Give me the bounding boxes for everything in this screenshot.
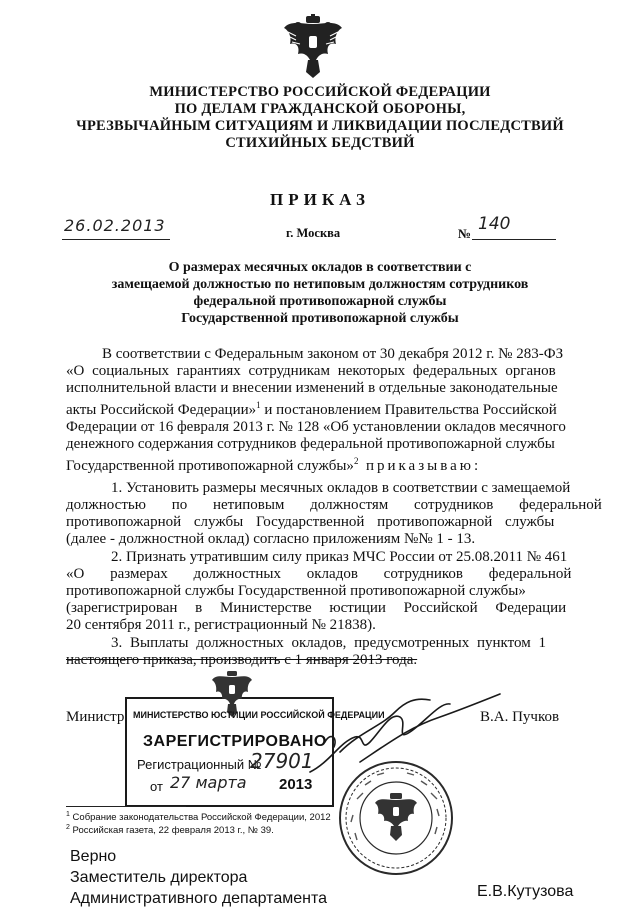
footnote-2 xyxy=(66,824,274,836)
certification-line-2: Заместитель директора xyxy=(70,869,248,886)
ministry-name xyxy=(60,84,580,152)
preamble-line: исполнительной власти и внесении изменений в отдельные законодательные xyxy=(66,380,558,396)
preamble-part: акты Российской Федерации» xyxy=(66,402,257,418)
item-1-line: (далее - должностной оклад) согласно приложениям №№ 1 - 13. xyxy=(66,531,476,547)
preamble-paragraph xyxy=(66,346,583,475)
order-title xyxy=(80,259,560,327)
item-3-line: 3. Выплаты должностных окладов, предусмотренных пунктом 1 xyxy=(111,635,546,651)
title-line: федеральной противопожарной службы xyxy=(193,294,447,309)
item-3 xyxy=(66,635,583,669)
item-2-line: 20 сентября 2011 г., регистрационный № 21838). xyxy=(66,617,376,633)
item-1-line: 1. Установить размеры месячных окладов в соответствии с замещаемой xyxy=(111,480,571,496)
footnote-mark: 2 xyxy=(353,456,359,466)
order-number-label: № xyxy=(458,226,472,241)
item-1-line: противопожарной службы Государственной противопожарной службы xyxy=(66,514,555,530)
preamble-line: «О социальных гарантиях сотрудникам некоторых федеральных органов xyxy=(66,363,556,379)
stamp-date-value: 27 марта xyxy=(170,773,247,792)
order-city: г. Москва xyxy=(286,226,341,240)
certifier-name: Е.В.Кутузова xyxy=(477,883,574,900)
stamp-year: 2013 xyxy=(279,776,313,793)
ministry-line: ПО ДЕЛАМ ГРАЖДАНСКОЙ ОБОРОНЫ, xyxy=(174,101,466,117)
title-line: О размерах месячных окладов в соответствии с xyxy=(168,260,472,275)
footnote-mark: 1 xyxy=(256,400,261,410)
item-1-line: должностью по нетиповым должностям сотрудников федеральной xyxy=(66,497,602,513)
order-date: 26.02.2013 xyxy=(64,216,166,235)
preamble-part: и постановлением Правительства Российской xyxy=(260,402,557,418)
stamp-registered: ЗАРЕГИСТРИРОВАНО xyxy=(143,733,327,750)
item-2 xyxy=(66,549,583,634)
title-line: Государственной противопожарной службы xyxy=(181,311,459,326)
footnote-2-text: Российская газета, 22 февраля 2013 г., № 39. xyxy=(72,825,274,837)
double-headed-eagle-emblem-icon xyxy=(282,14,344,80)
footnote-1-text: Собрание законодательства Российской Федерации, 2012 xyxy=(72,812,331,824)
item-2-line: 2. Признать утратившим силу приказ МЧС России от 25.08.2011 № 461 xyxy=(111,549,568,565)
order-verb: приказываю: xyxy=(365,458,482,474)
footnote-divider xyxy=(66,806,186,807)
ministry-line: СТИХИЙНЫХ БЕДСТВИЙ xyxy=(225,135,415,151)
footnote-2-mark: 2 xyxy=(66,824,70,831)
signer-role: Министр xyxy=(66,709,125,725)
certification-line-1: Верно xyxy=(70,848,117,865)
preamble-line-7 xyxy=(66,453,583,475)
footnote-1 xyxy=(66,811,331,823)
stamp-header: МИНИСТЕРСТВО ЮСТИЦИИ РОССИЙСКОЙ ФЕДЕРАЦИИ xyxy=(133,710,385,720)
stamp-reg-number: 27901 xyxy=(250,749,314,773)
preamble-line-4 xyxy=(66,397,583,419)
ministry-line: МИНИСТЕРСТВО РОССИЙСКОЙ ФЕДЕРАЦИИ xyxy=(149,84,491,100)
footnote-1-mark: 1 xyxy=(66,811,70,818)
round-official-seal-icon xyxy=(337,759,455,877)
preamble-line: денежного содержания сотрудников федеральной противопожарной службы xyxy=(66,436,555,452)
preamble-line: В соответствии с Федеральным законом от 30 декабря 2012 г. № 283-ФЗ xyxy=(102,346,564,362)
certification-line-3: Административного департамента xyxy=(70,890,327,907)
item-2-line: противопожарной службы Государственной противопожарной службы» xyxy=(66,583,526,599)
signer-name: В.А. Пучков xyxy=(480,709,560,725)
preamble-part: Государственной противопожарной службы» xyxy=(66,458,354,474)
stamp-reg-label: Регистрационный № xyxy=(137,757,262,772)
stamp-date-label: от xyxy=(150,779,163,794)
document-type: ПРИКАЗ xyxy=(270,190,370,209)
item-1 xyxy=(66,480,602,548)
item-2-line: (зарегистрирован в Министерстве юстиции Российской Федерации xyxy=(66,600,567,616)
order-number: 140 xyxy=(478,214,511,234)
title-line: замещаемой должностью по нетиповым должностям сотрудников xyxy=(111,277,529,292)
item-2-line: «О размерах должностных окладов сотрудников федеральной xyxy=(66,566,572,582)
ministry-line: ЧРЕЗВЫЧАЙНЫМ СИТУАЦИЯМ И ЛИКВИДАЦИИ ПОСЛЕДСТВИЙ xyxy=(76,118,564,134)
item-3-line: настоящего приказа, производить с 1 января 2013 года. xyxy=(66,652,418,668)
preamble-line: Федерации от 16 февраля 2013 г. № 128 «Об установлении окладов месячного xyxy=(66,419,566,435)
